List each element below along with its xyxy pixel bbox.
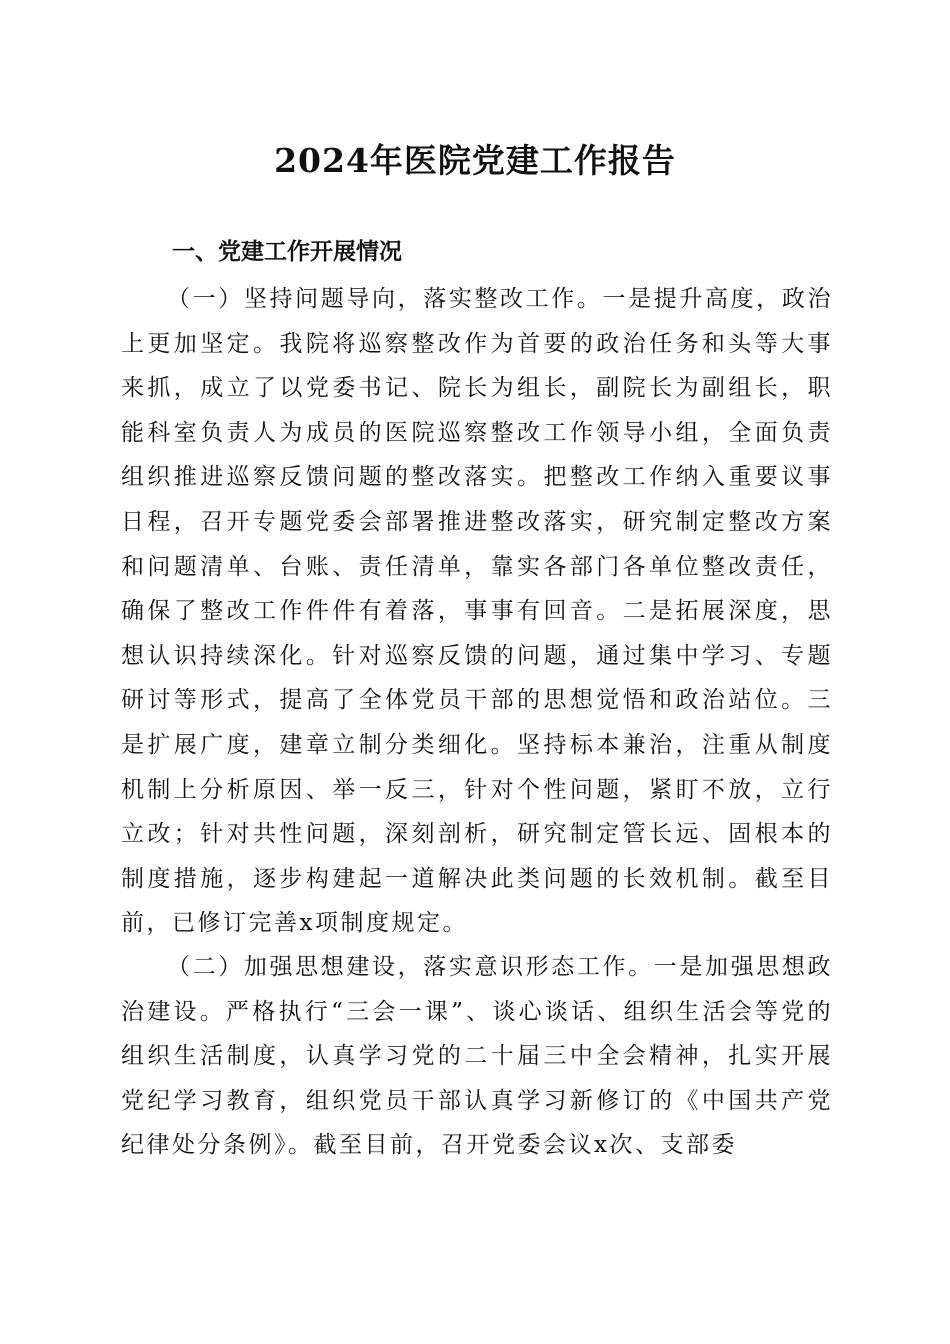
paragraph-2-subheading: （二）加强思想建设，落实意识形态工作。 <box>167 954 654 980</box>
paragraph-1 <box>121 277 833 946</box>
paragraph-2-text: 一是加强思想政治建设。严格执行“三会一课”、谈心谈话、组织生活会等党的组织生活制度，认真学习党的二十届三中全会精神，扎实开展党纪学习教育，组织党员干部认真学习新修订的《中国共产党纪律处分条例》。截至目前，召开党委会议x次、支部委 <box>121 954 834 1159</box>
document-title: 2024年医院党建工作报告 <box>274 141 676 180</box>
paragraph-2 <box>121 945 833 1168</box>
paragraph-1-subheading: （一）坚持问题导向，落实整改工作。 <box>167 286 603 312</box>
section-heading: 一、党建工作开展情况 <box>172 239 402 265</box>
paragraph-1-text: 一是提升高度，政治上更加坚定。我院将巡察整改作为首要的政治任务和头等大事来抓，成立了以党委书记、院长为组长，副院长为副组长，职能科室负责人为成员的医院巡察整改工作领导小组，全面负责组织推进巡察反馈问题的整改落实。把整改工作纳入重要议事日程，召开专题党委会部署推进整改落实，研究制定整改方案和问题清单、台账、责任清单，靠实各部门各单位整改责任，确保了整改工作件件有着落，事事有回音。二是拓展深度，思想认识持续深化。针对巡察反馈的问题，通过集中学习、专题研讨等形式，提高了全体党员干部的思想觉悟和政治站位。三是扩展广度，建章立制分类细化。坚持标本兼治，注重从制度机制上分析原因、举一反三，针对个性问题，紧盯不放，立行立改；针对共性问题，深刻剖析，研究制定管长远、固根本的制度措施，逐步构建起一道解决此类问题的长效机制。截至目前，已修订完善x项制度规定。 <box>121 286 834 937</box>
